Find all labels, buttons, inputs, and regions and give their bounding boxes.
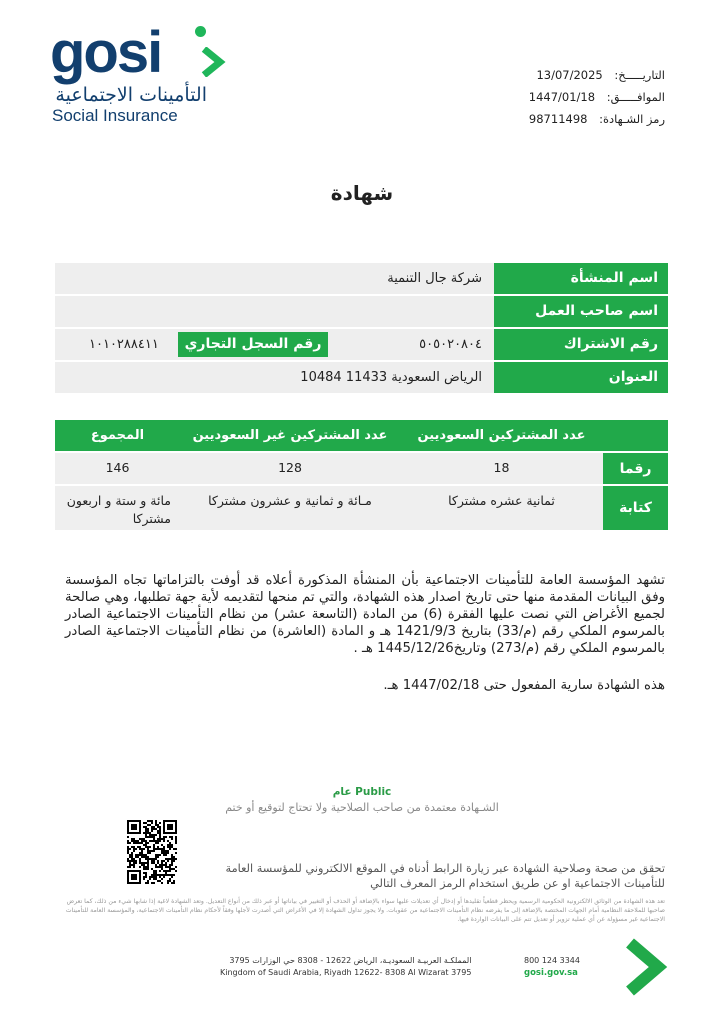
establishment-value: شركة جال التنمية bbox=[55, 263, 494, 294]
establishment-info-table bbox=[55, 263, 668, 395]
text-row-label: كتابة bbox=[603, 486, 668, 530]
classification-tag: Public عام bbox=[332, 786, 392, 798]
text-row bbox=[55, 484, 668, 530]
total-header: المجموع bbox=[90, 428, 145, 443]
verify-line-1: تحقق من صحة وصلاحية الشهادة عبر زيارة الرابط أدناه في الموقع الالكتروني للمؤسسة العامة bbox=[225, 862, 665, 875]
verification-qr-code[interactable] bbox=[127, 820, 177, 884]
website-link[interactable]: gosi.gov.sa bbox=[524, 968, 578, 978]
saudi-subscribers-header: عدد المشتركين السعوديين bbox=[417, 428, 586, 443]
logo-arabic-name: التأمينات الاجتماعية bbox=[55, 84, 207, 106]
address-arabic: المملكـة العربيـة السعوديـة، الرياض 12622 - 8308 حي الوزارات 3795 bbox=[229, 956, 472, 965]
certificate-code-row bbox=[405, 108, 665, 130]
subscription-label: رقم الاشتراك bbox=[494, 329, 668, 360]
certificate-statement bbox=[65, 572, 665, 657]
non-saudi-count: 128 bbox=[278, 460, 302, 475]
verification-instructions bbox=[195, 861, 665, 891]
date-row bbox=[405, 64, 665, 86]
statement-paragraph: تشهد المؤسسة العامة للتأمينات الاجتماعية بأن المنشأة المذكورة أعلاه قد أوفت بالتزاماتها تجاه المؤسسة وفق البيانات المقدمة منها حتى تاريخ اصدار هذه الشهادة، والتي تم منحها لتقديمه لأية جهة تطلبها، وهي صالحة لجميع الأغراض التي نصت عليها الفقرة (6) من المادة (التاسعة عشر) من نظام التأمينات الاجتماعية الصادر بالمرسوم الملكي رقم (م/33) بتاريخ 1421/9/3 هـ و المادة (العاشرة) من نظام التأمينات الاجتماعية الصادر بالمرسوم الملكي رقم (م/273) وتاريخ1445/12/26 هـ . bbox=[65, 573, 665, 656]
hijri-date-value: 1447/01/18 bbox=[528, 90, 596, 104]
certificate-code-label: رمز الشـهادة: bbox=[599, 112, 665, 126]
hijri-date-row bbox=[405, 86, 665, 108]
employer-value bbox=[55, 296, 494, 327]
subscription-cell bbox=[55, 329, 494, 360]
non-saudi-subscribers-header: عدد المشتركين غير السعوديين bbox=[192, 428, 388, 443]
counts-header-row bbox=[55, 420, 668, 451]
subscription-value: ٥٠٥٠٢٠٨٠٤ bbox=[419, 337, 482, 352]
logo-dot-icon bbox=[195, 26, 206, 37]
numeric-row-cells bbox=[55, 453, 603, 484]
certification-note: الشـهادة معتمدة من صاحب الصلاحية ولا تحتاج لتوقيع أو ختم bbox=[225, 801, 499, 814]
total-count: 146 bbox=[105, 460, 130, 475]
saudi-count-text: ثمانية عشره مشتركا bbox=[448, 493, 555, 508]
employer-label: اسم صاحب العمل bbox=[494, 296, 668, 327]
validity-statement: هذه الشهادة سارية المفعول حتى 1447/02/18 هـ. bbox=[383, 678, 665, 693]
date-value: 13/07/2025 bbox=[536, 68, 603, 82]
non-saudi-count-text: مـائة و ثمانية و عشرون مشتركا bbox=[208, 493, 372, 508]
establishment-label: اسم المنشأة bbox=[494, 263, 668, 294]
verify-line-2: للتأمينات الاجتماعية او عن طريق استخدام الرمز المعرف التالي bbox=[370, 877, 665, 890]
logo-wordmark: gosi bbox=[50, 20, 162, 85]
date-label: التاريـــــخ: bbox=[614, 68, 665, 82]
numeric-row bbox=[55, 451, 668, 484]
saudi-count: 18 bbox=[493, 460, 510, 475]
phone-number: 800 124 3344 bbox=[524, 956, 580, 965]
logo-english-name: Social Insurance bbox=[52, 106, 178, 125]
page-title: شهادة bbox=[330, 181, 394, 205]
commercial-register-value: ١٠١٠٢٨٨٤١١ bbox=[89, 337, 159, 352]
address-value: الرياض السعودية 11433 10484 bbox=[55, 362, 494, 393]
hijri-date-label: الموافـــــق: bbox=[606, 90, 665, 104]
address-english: Kingdom of Saudi Arabia, Riyadh 12622- 8308 Al Wizarat 3795 bbox=[220, 968, 472, 977]
chevron-right-icon bbox=[622, 937, 668, 997]
commercial-register-label: رقم السجل التجاري bbox=[178, 332, 328, 357]
address-label: العنوان bbox=[494, 362, 668, 393]
contact-info bbox=[524, 955, 580, 979]
gosi-logo bbox=[50, 22, 215, 127]
postal-address bbox=[220, 955, 471, 979]
legal-fine-print: تعد هذه الشهادة من الوثائق الالكترونية الحكومية الرسمية ويحظر قطعياً تقليدها أو إدخال أي تعديلات عليها سواء بالإضافة أو الحذف أو التغيير في بياناتها أو عبر ذلك من أنواع التعديل. وتعد الشهادة لاغية إذا شابها شيء من ذلك، كما تعرض صاحبها للملاحقة النظامية أمام الجهات المختصة بالإضافة إلى ما يفرضه نظام التأمينات الاجتماعية من عقوبات. ولا يجوز تداول الشهادة إلا في الأغراض التي أصدرت لأجلها وفقاً لأحكام نظام التأمينات الاجتماعية، والمؤسسة العامة للتأمينات الاجتماعية غير مسؤولة عن أي عملية تزوير أو تعديل تتم على البيانات الواردة فيها. bbox=[65, 898, 665, 923]
certificate-code-value: 98711498 bbox=[528, 112, 588, 126]
text-row-cells bbox=[55, 486, 603, 530]
logo-chevron-icon bbox=[200, 47, 226, 77]
subscribers-count-table bbox=[55, 420, 668, 530]
numeric-row-label: رقما bbox=[603, 453, 668, 484]
address-row bbox=[55, 362, 668, 395]
subscription-row bbox=[55, 329, 668, 362]
employer-row bbox=[55, 296, 668, 329]
establishment-row bbox=[55, 263, 668, 296]
certificate-meta bbox=[405, 64, 665, 130]
total-count-text: مائة و ستة و اربعون مشتركا bbox=[66, 493, 171, 526]
